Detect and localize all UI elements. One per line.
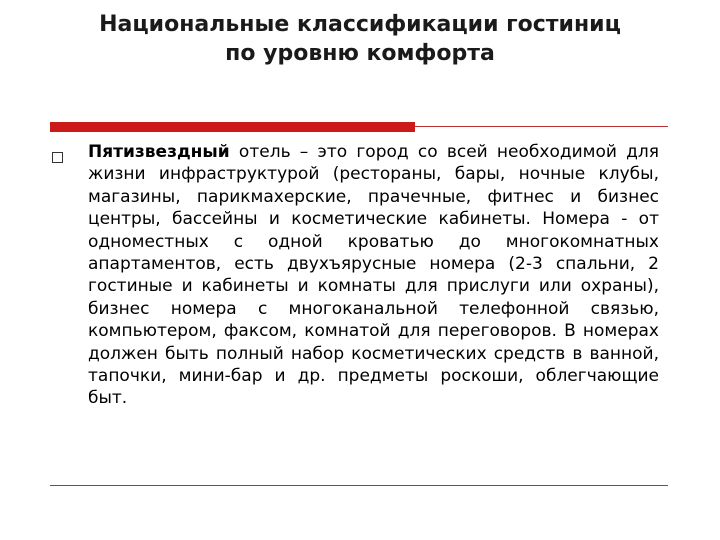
hollow-square-bullet-icon <box>52 152 63 163</box>
bullet-paragraph <box>88 141 659 410</box>
paragraph-body: отель – это город со всей необходимой для жизни инфраструктурой (рестораны, бары, ночные клубы, магазины, парикмахерские, прачечные, фитнес и бизнес центры, бассейны и косметические кабинеты. Номера - от одноместных с одной кроватью до многокомнатных апартаментов, есть двухъярусные номера (2-3 спальни, 2 гостиные и кабинеты и комнаты для прислуги или охраны), бизнес номера с многоканальной телефонной связью, компьютером, факсом, комнатой для переговоров. В номерах должен быть полный набор косметических средств в ванной, тапочки, мини-бар и др. предметы роскоши, облегчающие быт. <box>88 142 659 409</box>
slide-title <box>40 10 680 68</box>
slide-title-line-2: по уровню комфорта <box>225 41 495 66</box>
slide-title-line-1: Национальные классификации гостиниц <box>99 12 621 37</box>
lead-word: Пятизвездный <box>88 142 230 162</box>
top-divider-line <box>415 126 668 127</box>
bottom-divider-line <box>50 485 668 486</box>
accent-bar <box>50 122 415 132</box>
